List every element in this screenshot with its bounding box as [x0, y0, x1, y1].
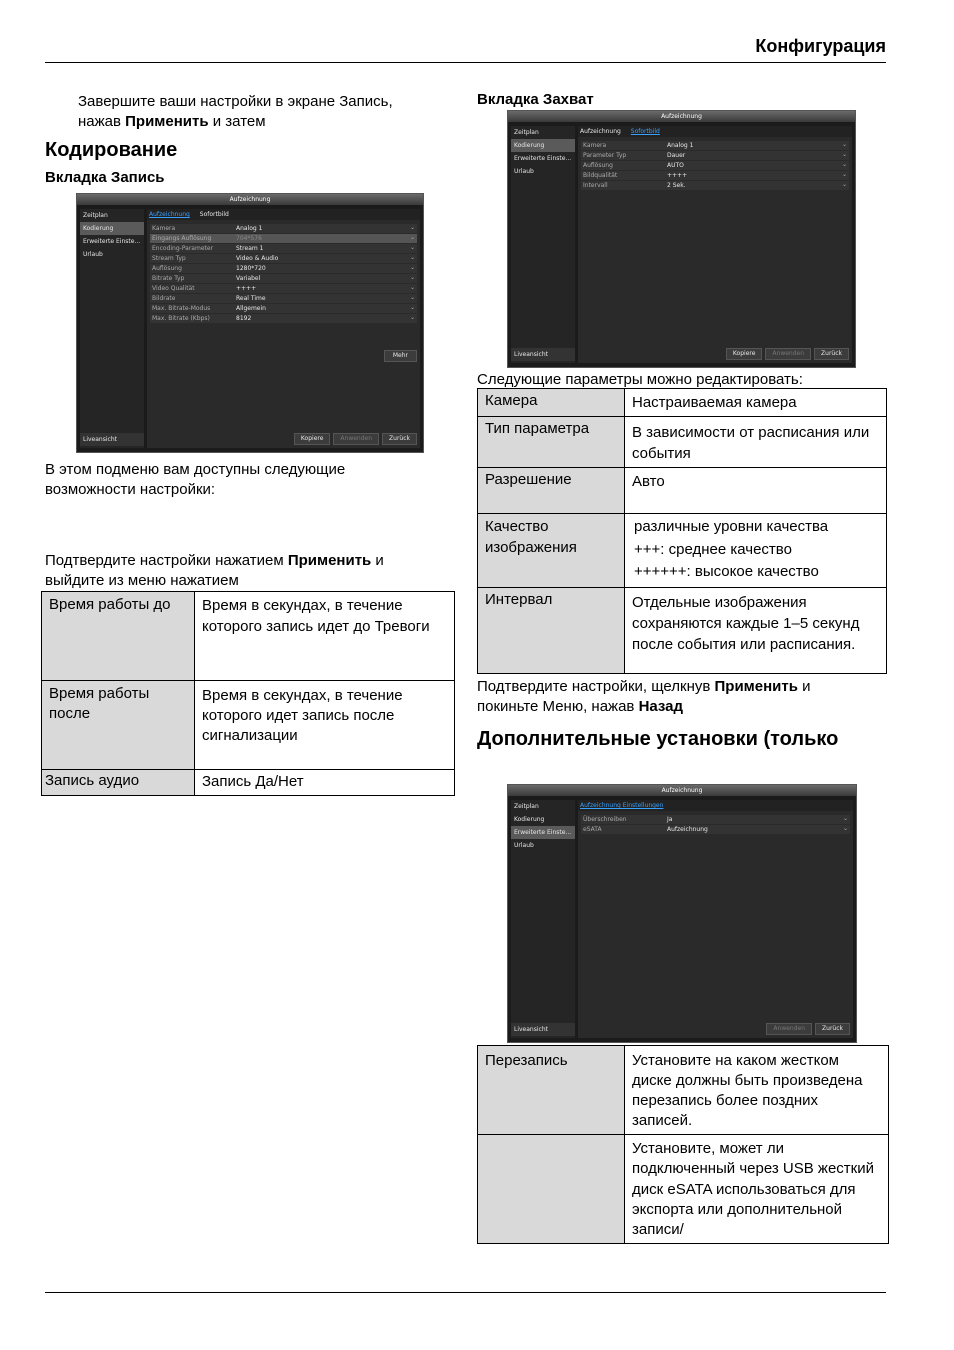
confirm-text: Подтвердите настройки, щелкнув: [477, 678, 715, 695]
intro-line-2: [78, 112, 458, 132]
table-key: Перезапись: [478, 1046, 625, 1135]
dvr-side-item-holiday: Urlaub: [83, 251, 103, 258]
dvr-row-label: Parameter Typ: [583, 152, 627, 159]
dvr-row: [581, 151, 849, 160]
subtitle-record-tab: Вкладка Запись: [45, 169, 165, 186]
dvr-row-label: eSATA: [583, 826, 602, 833]
dvr-row: [150, 274, 417, 283]
dvr-side-item-encoding: Kodierung: [511, 139, 575, 152]
dvr-live-view-button: Liveansicht: [511, 1023, 575, 1036]
left-settings-table: [41, 591, 455, 796]
dvr-tabs: [578, 800, 853, 811]
table-row: [478, 389, 887, 417]
table-row: [478, 1046, 889, 1135]
quality-line: различные уровни качества: [634, 518, 829, 535]
dvr-row-value: Variabel ⌄: [234, 274, 417, 283]
dvr-row: [150, 254, 417, 263]
dvr-row: [581, 141, 849, 150]
submenu-line-1: В этом подменю вам доступны следующие: [45, 461, 346, 478]
dvr-button-bar: [766, 1023, 850, 1035]
dvr-back-button: Zurück: [815, 1023, 850, 1035]
confirm-paragraph-left: [45, 551, 455, 591]
dvr-row: [150, 234, 417, 243]
table-key: Качество изображения: [478, 514, 625, 588]
dvr-side-item-schedule: Zeitplan: [514, 803, 539, 810]
dvr-row-value: Dauer ⌄: [665, 151, 849, 160]
dvr-row-value: 704*576 ⌄: [234, 234, 417, 243]
dvr-row-value: Real Time ⌄: [234, 294, 417, 303]
confirm-text-end: и: [371, 552, 384, 569]
dvr-row: [581, 825, 850, 834]
dvr-row-label: Eingangs Auflösung: [152, 235, 212, 242]
back-keyword: Назад: [638, 698, 684, 715]
table-value: Время в секундах, в течение которого запись идет до Тревоги: [195, 592, 455, 681]
advanced-settings-table: [477, 1045, 889, 1244]
dvr-row-value: Analog 1 ⌄: [234, 224, 417, 233]
submenu-paragraph: [45, 460, 445, 500]
table-row: [478, 587, 887, 673]
table-key: Тип параметра: [478, 417, 625, 468]
apply-keyword: Применить: [714, 678, 798, 695]
dvr-back-button: Zurück: [382, 433, 417, 445]
dvr-side-item-advanced: Erweiterte Einste...: [511, 826, 575, 839]
dvr-live-view-button: Liveansicht: [511, 348, 575, 361]
dvr-side-item-advanced: Erweiterte Einste...: [83, 238, 141, 245]
table-value: В зависимости от расписания или события: [625, 417, 887, 468]
dvr-row-value: Ja ⌄: [665, 815, 850, 824]
dvr-side-item-encoding: Kodierung: [514, 816, 545, 823]
apply-keyword: Применить: [125, 113, 209, 130]
dvr-titlebar: Aufzeichnung: [508, 785, 856, 796]
dvr-row-value: AUTO ⌄: [665, 161, 849, 170]
table-key: [478, 1135, 625, 1244]
dvr-row: [581, 161, 849, 170]
dvr-titlebar: Aufzeichnung: [508, 111, 855, 122]
header-rule: [45, 62, 886, 63]
dvr-row: [150, 304, 417, 313]
table-key: Интервал: [478, 587, 625, 673]
dvr-row-value: 8192 ⌄: [234, 314, 417, 323]
dvr-screenshot-advanced: [507, 784, 857, 1043]
dvr-row: [581, 171, 849, 180]
table-value: Установите на каком жестком диске должны быть произведена перезапись более поздних записей.: [625, 1046, 889, 1135]
dvr-sidebar: [511, 800, 575, 1038]
dvr-main-panel: [578, 800, 853, 1038]
dvr-apply-button: Anwenden: [765, 348, 811, 360]
dvr-side-item-holiday: Urlaub: [514, 842, 534, 849]
table-key: Камера: [478, 389, 625, 417]
dvr-side-item-schedule: Zeitplan: [83, 212, 108, 219]
table-value: Отдельные изображения сохраняются каждые 1–5 секунд после события или расписания.: [625, 587, 887, 673]
intro-line-1: Завершите ваши настройки в экране Запись,: [78, 93, 393, 110]
dvr-apply-button: Anwenden: [333, 433, 379, 445]
dvr-row: [150, 244, 417, 253]
footer-rule: [45, 1292, 886, 1293]
dvr-tab-record-settings: Aufzeichnung Einstellungen: [580, 802, 664, 809]
table-row: [42, 770, 455, 796]
dvr-row-value: Aufzeichnung ⌄: [665, 825, 850, 834]
dvr-tab-record: Aufzeichnung: [580, 128, 621, 135]
dvr-main-panel: [578, 126, 852, 363]
table-row: [42, 592, 455, 681]
dvr-button-bar: [294, 433, 417, 445]
dvr-row: [150, 224, 417, 233]
dvr-tab-record: Aufzeichnung: [149, 211, 190, 218]
confirm-text: Подтвердите настройки нажатием: [45, 552, 288, 569]
dvr-tab-snapshot: Sofortbild: [630, 128, 660, 135]
dvr-row-label: Video Qualität: [152, 285, 195, 292]
intro-paragraph: [78, 92, 458, 132]
dvr-row-value: 2 Sek. ⌄: [665, 181, 849, 190]
dvr-row: [150, 284, 417, 293]
confirm-line-1: [45, 551, 455, 571]
dvr-more-button: Mehr: [384, 350, 417, 362]
quality-line: ++++++: высокое качество: [634, 563, 819, 580]
page-header-title: Конфигурация: [755, 36, 886, 56]
dvr-side-item-holiday: Urlaub: [514, 168, 534, 175]
confirm-line-2: [477, 697, 897, 717]
dvr-row-value: ++++ ⌄: [665, 171, 849, 180]
table-key: Время работы после: [42, 681, 195, 770]
table-row: [478, 514, 887, 588]
confirm-line-1: [477, 677, 897, 697]
subtitle-capture-tab: Вкладка Захват: [477, 91, 594, 108]
dvr-screenshot-capture: [507, 110, 856, 368]
dvr-back-button: Zurück: [814, 348, 849, 360]
dvr-sidebar: [80, 209, 144, 448]
table-value: Авто: [625, 468, 887, 514]
dvr-row: [581, 181, 849, 190]
table-key: Разрешение: [478, 468, 625, 514]
table-row: [478, 417, 887, 468]
dvr-row-value: Allgemein ⌄: [234, 304, 417, 313]
quality-line: +++: среднее качество: [634, 540, 792, 558]
dvr-main-panel: [147, 209, 420, 448]
dvr-side-item-advanced: Erweiterte Einste...: [514, 155, 572, 162]
dvr-side-item-encoding: Kodierung: [80, 222, 144, 235]
dvr-row-label: Max. Bitrate (Kbps): [152, 315, 210, 322]
dvr-row-label: Intervall: [583, 182, 608, 189]
dvr-sidebar: [511, 126, 575, 363]
dvr-row: [150, 264, 417, 273]
table-value: Запись Да/Нет: [195, 770, 455, 796]
dvr-live-view-button: Liveansicht: [80, 433, 144, 446]
dvr-tabs: [147, 209, 420, 220]
dvr-screenshot-encoding: [76, 193, 424, 453]
table-key: Запись аудио: [42, 770, 195, 796]
intro-text: нажав: [78, 113, 126, 130]
apply-keyword: Применить: [287, 552, 372, 569]
table-row: [478, 1135, 889, 1244]
section-title-advanced: Дополнительные установки (только: [477, 728, 839, 750]
dvr-row-label: Auflösung: [583, 162, 613, 169]
table-value: Время в секундах, в течение которого идет запись после сигнализации: [195, 681, 455, 770]
dvr-side-item-schedule: Zeitplan: [514, 129, 539, 136]
dvr-row-value: ++++ ⌄: [234, 284, 417, 293]
dvr-row-value: Video & Audio ⌄: [234, 254, 417, 263]
table-value: [625, 514, 887, 588]
dvr-titlebar: Aufzeichnung: [77, 194, 423, 205]
dvr-row-value: Stream 1 ⌄: [234, 244, 417, 253]
table-value: Установите, может ли подключенный через USB жесткий диск eSATA использоваться для экспорта или дополнительной записи/: [625, 1135, 889, 1244]
dvr-row-label: Kamera: [152, 225, 176, 232]
submenu-line-2: возможности настройки:: [45, 481, 216, 498]
dvr-tab-snapshot: Sofortbild: [199, 211, 229, 218]
dvr-row: [581, 815, 850, 824]
dvr-tabs: [578, 126, 852, 137]
confirm-text: покиньте Меню, нажав: [477, 698, 639, 715]
table-row: [478, 468, 887, 514]
dvr-row-label: Stream Typ: [152, 255, 186, 262]
capture-params-table: [477, 388, 887, 674]
dvr-row: [150, 294, 417, 303]
dvr-row-value: Analog 1 ⌄: [665, 141, 849, 150]
table-value: Настраиваемая камера: [625, 389, 887, 417]
params-intro: Следующие параметры можно редактировать:: [477, 371, 803, 388]
dvr-row: [150, 314, 417, 323]
dvr-row-label: Auflösung: [152, 265, 182, 272]
intro-text-end: и затем: [208, 113, 266, 130]
dvr-row-label: Max. Bitrate-Modus: [152, 305, 211, 312]
dvr-row-label: Bildqualität: [583, 172, 618, 179]
dvr-copy-button: Kopiere: [294, 433, 331, 445]
dvr-copy-button: Kopiere: [726, 348, 763, 360]
dvr-button-bar: [726, 348, 849, 360]
dvr-row-label: Bildrate: [152, 295, 176, 302]
table-key: Время работы до: [42, 592, 195, 681]
section-title-encoding: Кодирование: [45, 139, 178, 161]
dvr-apply-button: Anwenden: [766, 1023, 812, 1035]
confirm-paragraph-right: [477, 677, 897, 717]
confirm-text-end: и: [797, 678, 811, 695]
dvr-row-label: Überschreiben: [583, 816, 627, 823]
confirm-line-2: выйдите из меню нажатием: [45, 572, 239, 589]
table-row: [42, 681, 455, 770]
dvr-row-value: 1280*720 ⌄: [234, 264, 417, 273]
dvr-row-label: Encoding-Parameter: [152, 245, 214, 252]
dvr-row-label: Kamera: [583, 142, 607, 149]
dvr-row-label: Bitrate Typ: [152, 275, 185, 282]
